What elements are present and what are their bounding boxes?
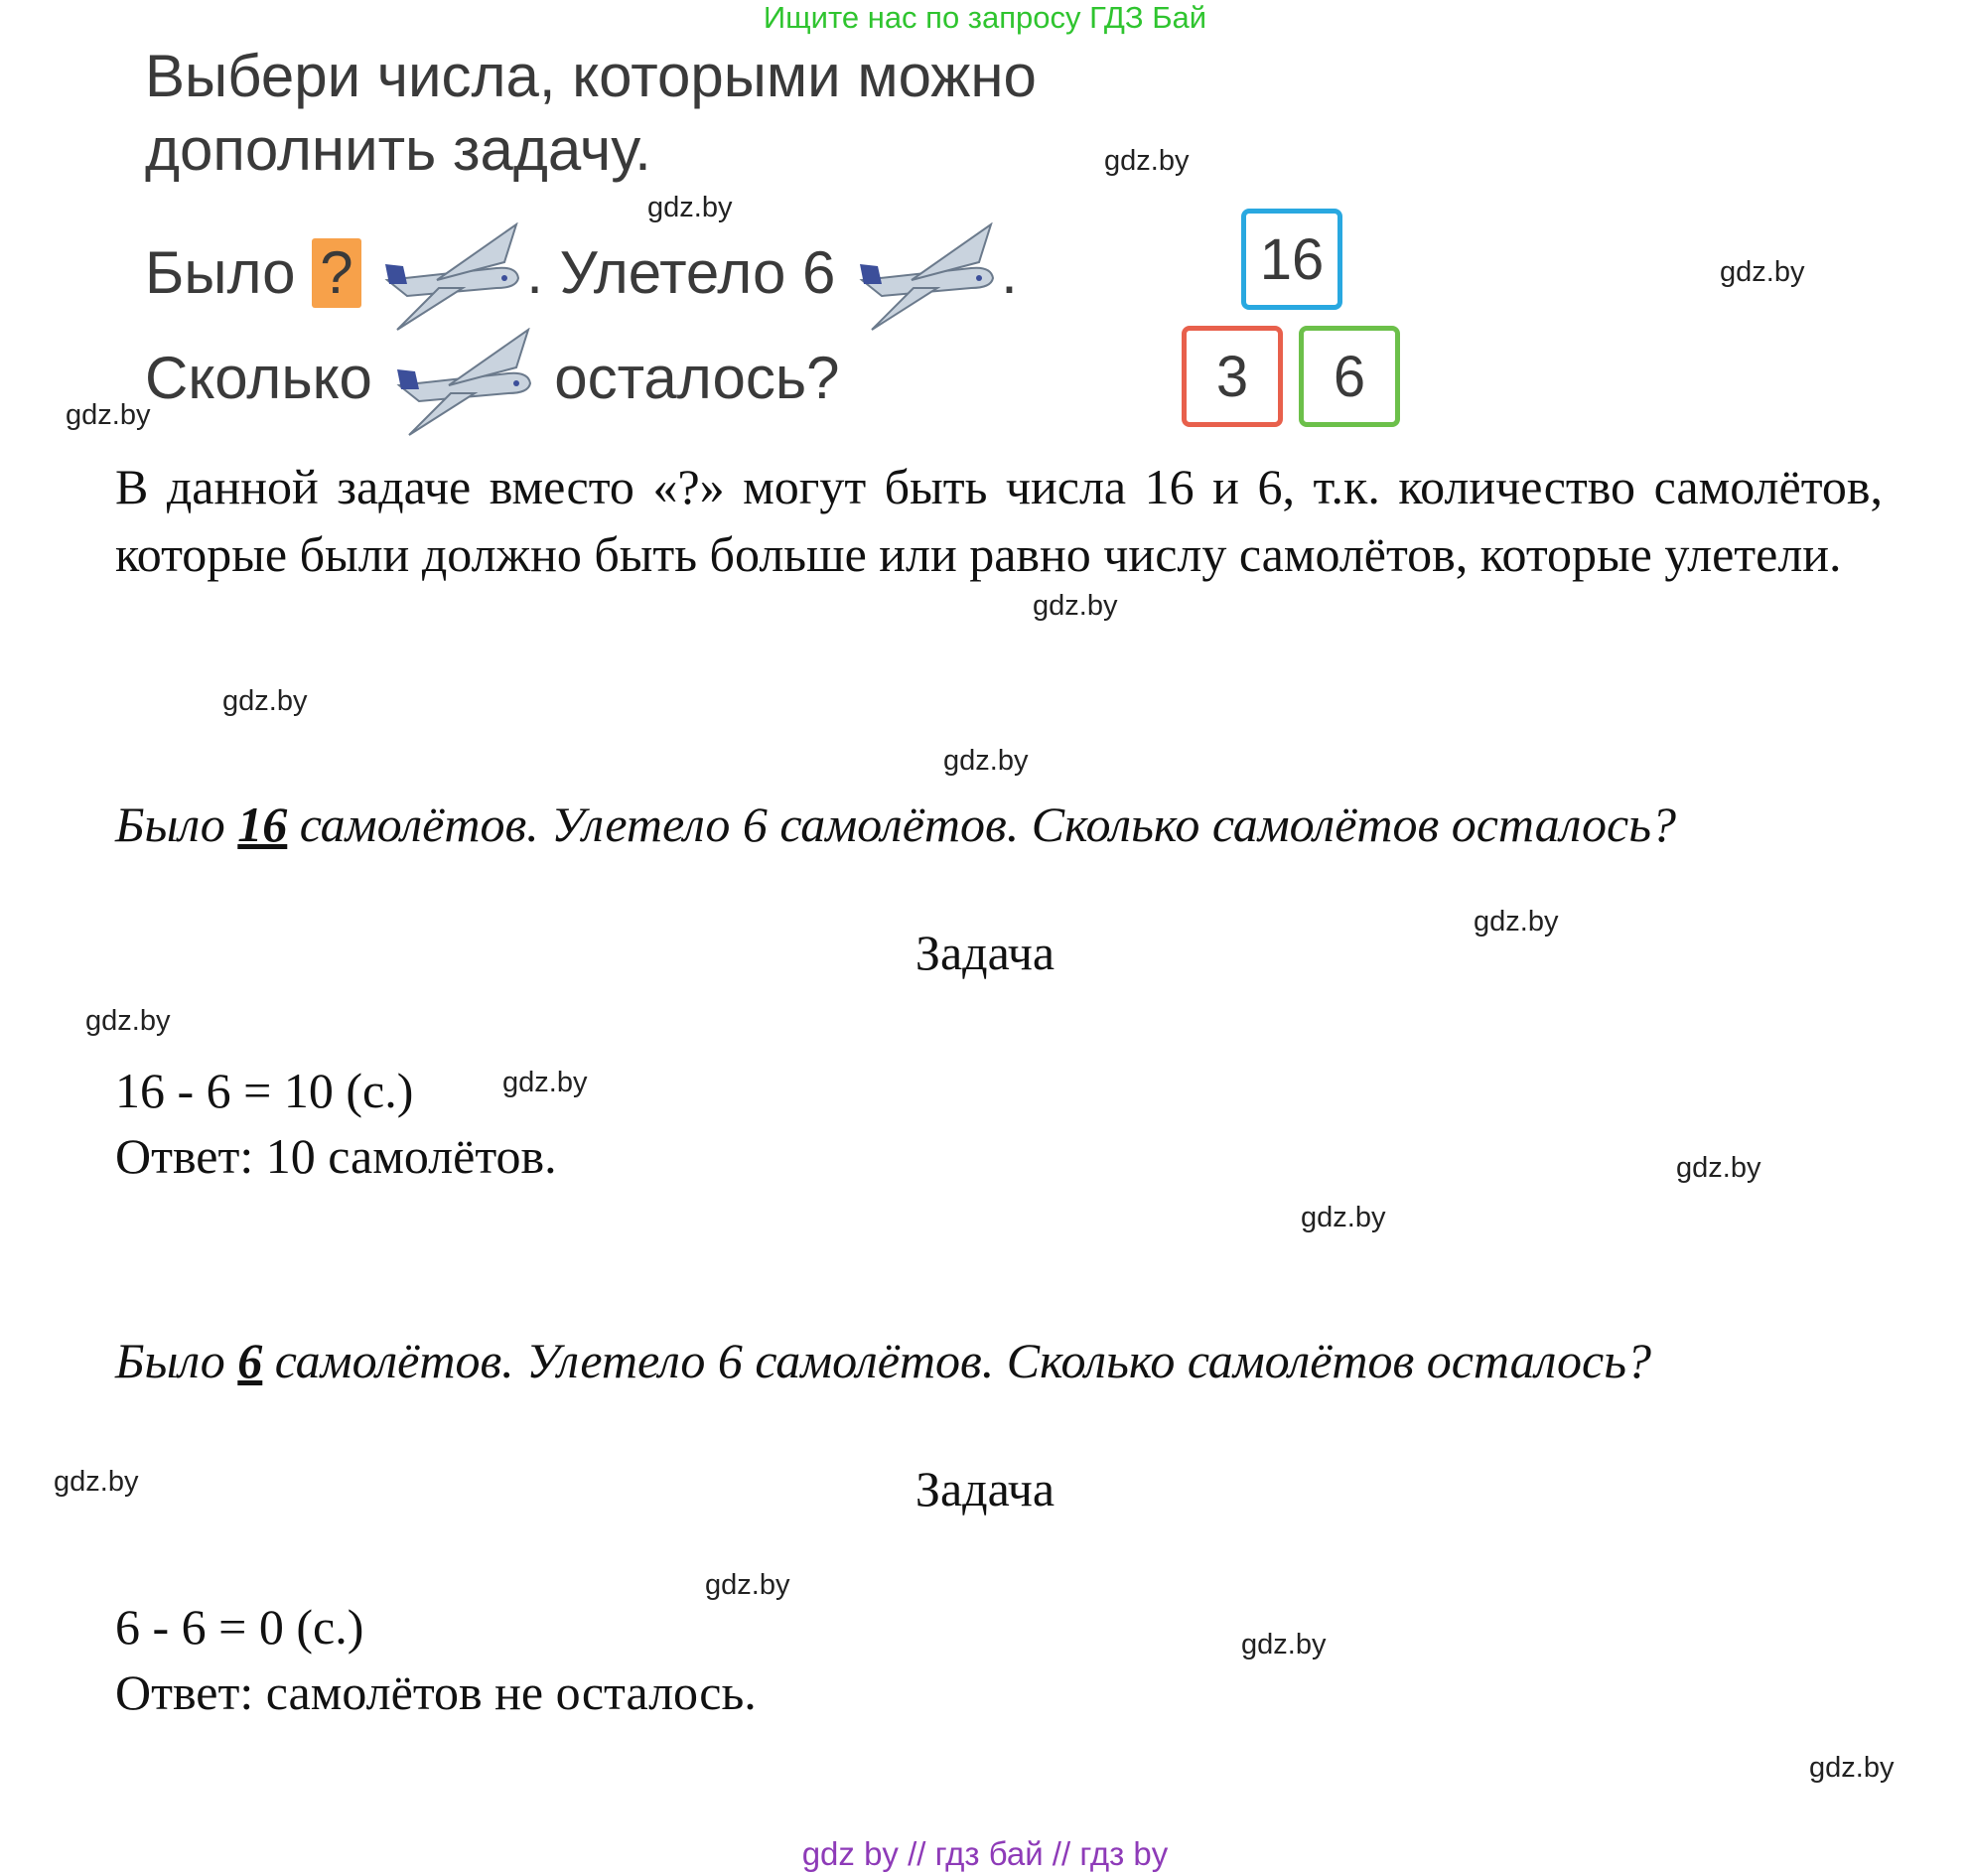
task-instruction-line1: Выбери числа, которыми можно [145,43,1037,109]
watermark: gdz.by [705,1569,790,1601]
variant2-post: самолётов. Улетело 6 самолётов. Сколько самолётов осталось? [262,1333,1651,1388]
number-box-3: 3 [1182,326,1283,427]
variant1-post: самолётов. Улетело 6 самолётов. Сколько самолётов осталось? [287,796,1676,852]
variant2-answer: Ответ: самолётов не осталось. [115,1664,757,1720]
task-line2-start: Сколько [145,344,372,411]
watermark: gdz.by [66,399,151,431]
top-banner: Ищите нас по запросу ГДЗ Бай [763,0,1207,35]
footer-links: gdz by // гдз бай // гдз by [801,1835,1169,1872]
task-line1-mid: . Улетело 6 [526,238,836,306]
task-instruction-line2: дополнить задачу. [145,116,651,183]
watermark: gdz.by [1809,1752,1895,1784]
variant2-title: Задача [915,1461,1055,1516]
task-illustration [117,32,1366,429]
watermark: gdz.by [1720,256,1805,288]
watermark: gdz.by [1474,906,1559,938]
explanation-text: В данной задаче вместо «?» могут быть числа 16 и 6, т.к. количество самолётов, которые были должно быть больше или равно числу самолётов, которые улетели. [115,459,1883,582]
variant2-equation: 6 - 6 = 0 (с.) [115,1599,364,1655]
watermark: gdz.by [222,685,308,717]
watermark: gdz.by [1104,145,1190,177]
airplane-icon [389,328,538,437]
variant2-pre: Было [115,1333,238,1388]
watermark: gdz.by [647,192,733,223]
airplane-icon [377,222,526,332]
watermark: gdz.by [1241,1629,1327,1660]
watermark: gdz.by [85,1005,171,1037]
airplane-icon [852,222,1001,332]
task-line-2 [145,328,839,437]
watermark: gdz.by [54,1466,139,1498]
variant2-statement [115,1327,1883,1394]
variant1-equation: 16 - 6 = 10 (с.) [115,1063,414,1118]
variant1-pre: Было [115,796,238,852]
watermark: gdz.by [943,745,1029,777]
task-line2-end: осталось? [554,344,840,411]
variant1-statement [115,791,1883,858]
watermark: gdz.by [1676,1152,1761,1184]
variant1-title: Задача [915,925,1055,980]
watermark: gdz.by [1301,1202,1386,1233]
task-line1-end: . [1001,238,1018,306]
number-box-6: 6 [1299,326,1400,427]
number-box-16: 16 [1241,209,1342,310]
question-mark-box: ? [312,238,360,308]
watermark: gdz.by [502,1067,588,1098]
variant2-number: 6 [237,1333,263,1388]
watermark: gdz.by [1033,590,1118,622]
variant1-answer: Ответ: 10 самолётов. [115,1128,557,1184]
task-line1-start: Было [145,238,296,306]
task-line-1 [145,222,1018,332]
variant1-number: 16 [237,796,288,852]
